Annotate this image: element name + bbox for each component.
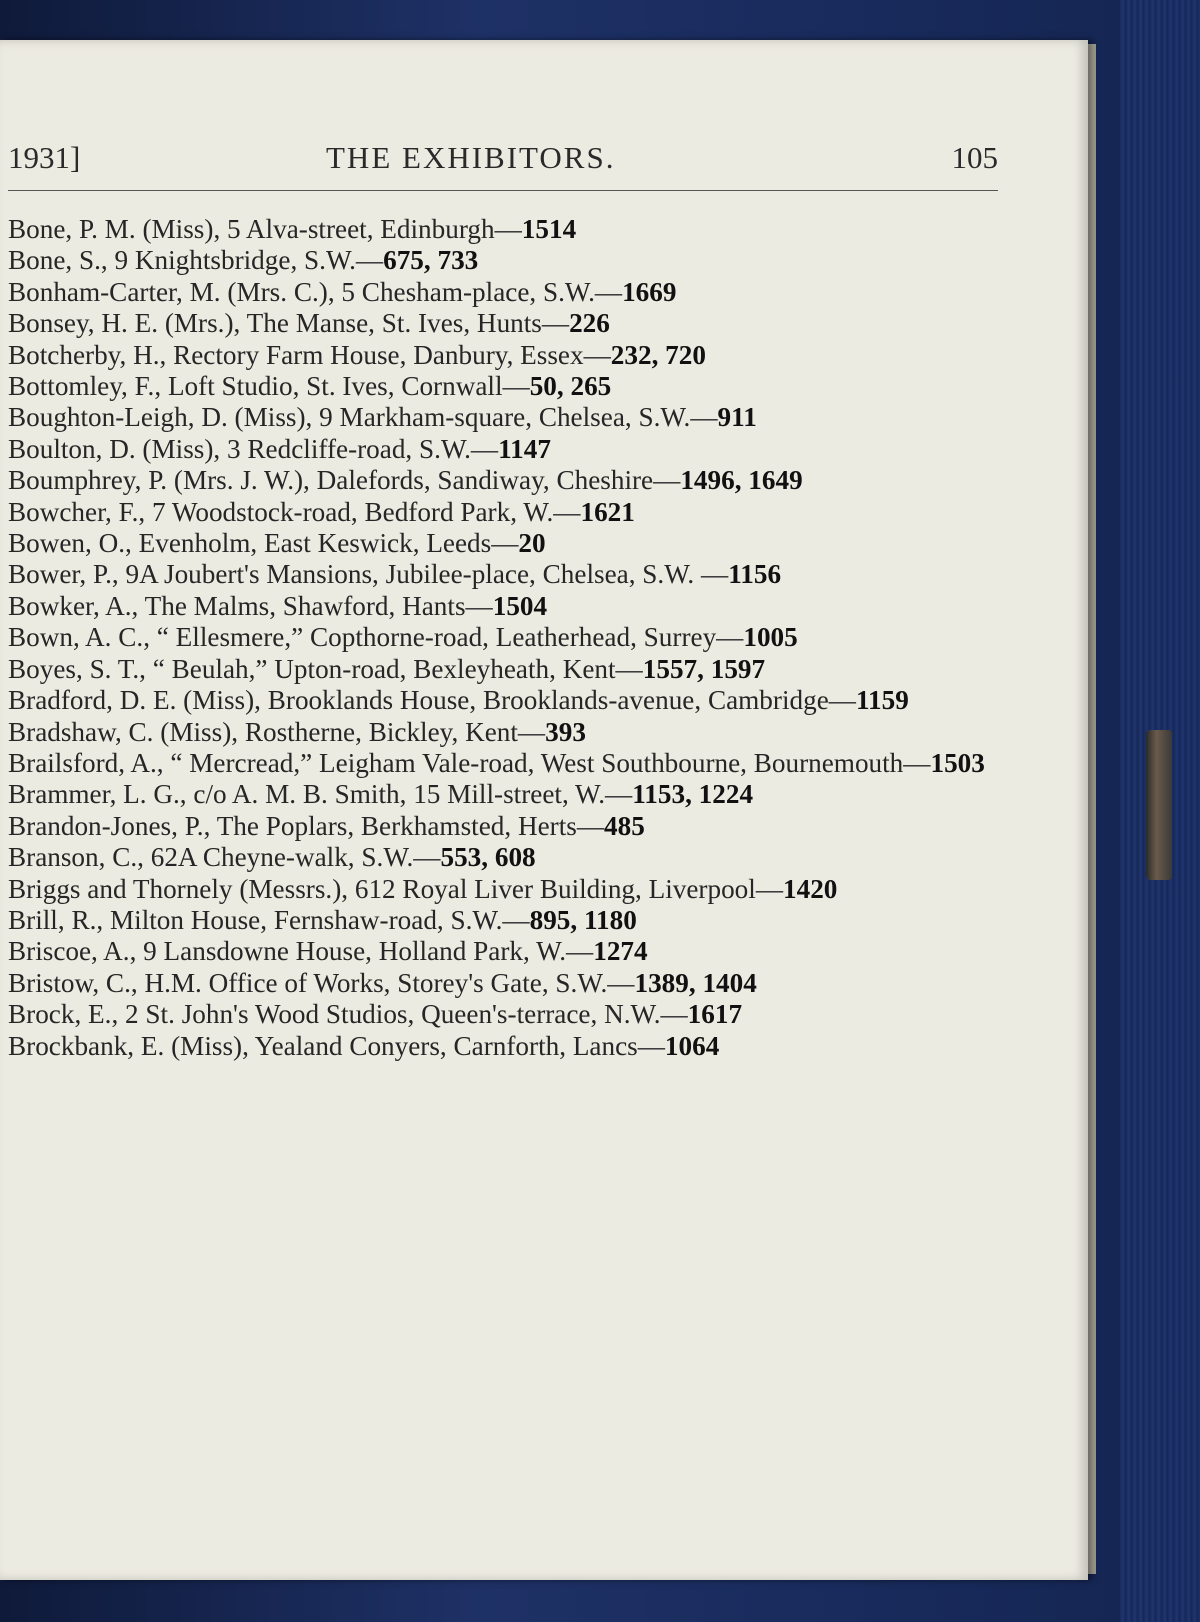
entry-text: Brock, E., 2 St. John's Wood Studios, Queen's-terrace, N.W.— <box>8 999 688 1030</box>
entry-numbers: 1504 <box>492 590 548 621</box>
entry-numbers: 1617 <box>687 999 743 1030</box>
entry-numbers: 1621 <box>580 496 635 527</box>
entry-text: Bowker, A., The Malms, Shawford, Hants— <box>8 590 493 621</box>
list-item <box>8 559 998 590</box>
entry-text: Briggs and Thornely (Messrs.), 612 Royal Liver Building, Liverpool— <box>8 873 784 904</box>
entry-numbers: 911 <box>717 402 757 433</box>
entry-numbers: 1389, 1404 <box>634 967 757 998</box>
entry-text: Boyes, S. T., “ Beulah,” Upton-road, Bexleyheath, Kent— <box>8 653 643 684</box>
entry-text: Brill, R., Milton House, Fernshaw-road, S.W.— <box>8 904 530 935</box>
list-item <box>8 371 998 402</box>
list-item <box>8 968 998 999</box>
list-item <box>8 842 998 873</box>
entry-text: Bristow, C., H.M. Office of Works, Storey's Gate, S.W.— <box>8 967 635 998</box>
list-item <box>8 402 998 433</box>
entry-text: Brammer, L. G., c/o A. M. B. Smith, 15 Mill-street, W.— <box>8 779 633 810</box>
entry-numbers: 50, 265 <box>529 371 612 402</box>
entry-numbers: 553, 608 <box>440 842 536 873</box>
entry-numbers: 1005 <box>743 622 798 653</box>
entry-text: Boulton, D. (Miss), 3 Redcliffe-road, S.W.— <box>8 433 499 464</box>
entry-numbers: 895, 1180 <box>529 904 637 935</box>
entry-numbers: 675, 733 <box>383 245 479 276</box>
entry-numbers: 485 <box>604 810 645 841</box>
list-item <box>8 340 998 371</box>
entry-numbers: 1147 <box>498 433 551 464</box>
entry-text: Brailsford, A., “ Mercread,” Leigham Vale-road, West Southbourne, Bournemouth— <box>8 747 931 778</box>
entry-text: Bowcher, F., 7 Woodstock-road, Bedford Park, W.— <box>8 496 581 527</box>
page-edge <box>1088 44 1096 1574</box>
entry-text: Bowen, O., Evenholm, East Keswick, Leeds— <box>8 528 519 559</box>
entry-text: Bone, P. M. (Miss), 5 Alva-street, Edinburgh— <box>8 214 522 244</box>
entry-text: Briscoe, A., 9 Lansdowne House, Holland Park, W.— <box>8 936 594 967</box>
header-year: 1931] <box>8 140 81 175</box>
list-item <box>8 214 998 245</box>
entry-numbers: 226 <box>569 308 610 339</box>
list-item <box>8 277 998 308</box>
list-item <box>8 654 998 685</box>
list-item <box>8 811 998 842</box>
list-item <box>8 874 998 905</box>
list-item <box>8 591 998 622</box>
list-item <box>8 936 998 967</box>
entry-text: Branson, C., 62A Cheyne-walk, S.W.— <box>8 842 441 873</box>
entry-numbers: 20 <box>518 528 546 559</box>
entry-text: Bradford, D. E. (Miss), Brooklands House, Brooklands-avenue, Cambridge— <box>8 685 856 716</box>
exhibitor-list <box>8 214 998 1062</box>
entry-text: Botcherby, H., Rectory Farm House, Danbury, Essex— <box>8 339 611 370</box>
entry-numbers: 1557, 1597 <box>642 653 766 684</box>
header-rule <box>8 190 998 191</box>
entry-text: Bradshaw, C. (Miss), Rostherne, Bickley, Kent— <box>8 716 546 747</box>
entry-text: Bottomley, F., Loft Studio, St. Ives, Cornwall— <box>8 371 530 402</box>
list-item <box>8 717 998 748</box>
entry-numbers: 1274 <box>593 936 648 967</box>
entry-numbers: 1503 <box>930 747 985 778</box>
entry-text: Brockbank, E. (Miss), Yealand Conyers, Carnforth, Lancs— <box>8 1030 665 1061</box>
list-item <box>8 622 998 653</box>
entry-numbers: 1420 <box>783 873 838 904</box>
running-header <box>8 140 998 180</box>
list-item <box>8 308 998 339</box>
list-item <box>8 685 998 716</box>
entry-numbers: 1159 <box>855 685 909 716</box>
page-number: 105 <box>951 140 998 175</box>
entry-text: Boughton-Leigh, D. (Miss), 9 Markham-square, Chelsea, S.W.— <box>8 402 718 433</box>
list-item <box>8 497 998 528</box>
entry-numbers: 1153, 1224 <box>632 779 754 810</box>
list-item <box>8 245 998 276</box>
page-title: THE EXHIBITORS. <box>326 140 616 175</box>
list-item <box>8 748 998 779</box>
list-item <box>8 434 998 465</box>
entry-numbers: 393 <box>545 716 586 747</box>
entry-text: Bone, S., 9 Knightsbridge, S.W.— <box>8 245 384 276</box>
entry-numbers: 1669 <box>622 276 677 307</box>
entry-text: Bonham-Carter, M. (Mrs. C.), 5 Chesham-place, S.W.— <box>8 276 623 307</box>
entry-text: Bown, A. C., “ Ellesmere,” Copthorne-road, Leatherhead, Surrey— <box>8 622 744 653</box>
entry-text: Brandon-Jones, P., The Poplars, Berkhamsted, Herts— <box>8 810 605 841</box>
entry-numbers: 1064 <box>664 1030 720 1061</box>
entry-text: Bower, P., 9A Joubert's Mansions, Jubilee-place, Chelsea, S.W. — <box>8 559 729 590</box>
entry-numbers: 1496, 1649 <box>680 465 803 496</box>
list-item <box>8 465 998 496</box>
book-clasp <box>1146 730 1172 880</box>
list-item <box>8 905 998 936</box>
entry-numbers: 1156 <box>728 559 782 590</box>
entry-numbers: 232, 720 <box>610 339 706 370</box>
list-item <box>8 1031 998 1062</box>
list-item <box>8 779 998 810</box>
entry-numbers: 1514 <box>521 214 577 244</box>
entry-text: Boumphrey, P. (Mrs. J. W.), Dalefords, Sandiway, Cheshire— <box>8 465 681 496</box>
entry-text: Bonsey, H. E. (Mrs.), The Manse, St. Ives, Hunts— <box>8 308 570 339</box>
list-item <box>8 999 998 1030</box>
list-item <box>8 528 998 559</box>
